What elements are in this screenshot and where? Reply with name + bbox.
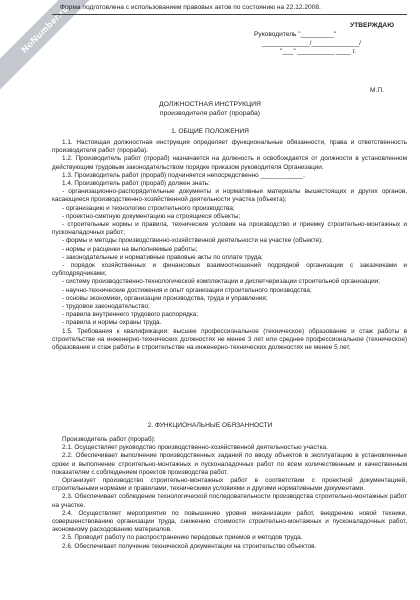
paragraph: 1.3. Производитель работ (прораб) подчиняется непосредственно ____________. — [62, 171, 305, 179]
paragraph: 2.4. Осуществляет мероприятия по повышению уровня механизации работ, внедрению новой техники, совершенствованию организации труда, снижению стоимости строительно-монтажных и пусконаладочных работ, экономному расходованию материалов. — [52, 509, 407, 534]
paragraph: 1.5. Требования к квалификации: высшее профессиональное (техническое) образование и стаж работы в строительстве на инженерно-технических должностях не менее 3 лет или среднее профессиональное (техническое) образование и стаж работы в строительстве на инженерно-технических должностях не менее 5 лет. — [52, 327, 407, 352]
list-item: - проектно-сметную документацию на строящиеся объекты; — [62, 212, 241, 220]
paragraph: Организует производство строительно-монтажных работ в соответствии с проектной документацией, строительными нормами и правилами, техническими условиями и другими нормативными документами. — [52, 477, 407, 493]
list-item: - нормы и расценки на выполняемые работы; — [62, 245, 198, 253]
paragraph: 2.2. Обеспечивает выполнение производственных заданий по вводу объектов в эксплуатацию в установленные сроки и выполнение строительно-монтажных и пусконаладочных работ по всем количественным и качественным показателям с соблюдением проектов производства работ. — [52, 452, 407, 476]
section-1-body — [52, 139, 407, 352]
list-item: - систему производственно-технологической комплектации и диспетчеризации строительной организации; — [62, 278, 381, 286]
paragraph: 2.1. Осуществляет руководство производственно-хозяйственной деятельностью участка. — [62, 444, 328, 452]
paragraph: 2.6. Обеспечивает получение технической документации на строительство объектов. — [62, 542, 317, 550]
list-item: - порядок хозяйственных и финансовых взаимоотношений подрядной организации с заказчиками и субподрядчиками; — [52, 262, 407, 278]
list-item: - строительные нормы и правила, технические условия на производство и приемку строительно-монтажных и пусконаладочных работ; — [52, 221, 407, 237]
paragraph: 1.1. Настоящая должностная инструкция определяет функциональные обязанности, права и ответственность производителя работ (прораба). — [52, 139, 407, 155]
list-item: - законодательные и нормативные правовые акты по оплате труда; — [62, 253, 263, 261]
paragraph: 1.4. Производитель работ (прораб) должен знать: — [62, 180, 210, 188]
paragraph: 1.2. Производитель работ (прораб) назначается на должность и освобождается от должности в установленном действующим трудовым законодательством порядке приказом руководителя Организации. — [52, 155, 407, 171]
doc-title: ДОЛЖНОСТНАЯ ИНСТРУКЦИЯ — [159, 101, 261, 108]
paragraph: 2.3. Обеспечивает соблюдение технологической последовательности производства строительно-монтажных работ на участке. — [52, 493, 407, 509]
list-item: - трудовое законодательство; — [62, 303, 150, 311]
header-divider — [52, 14, 407, 15]
watermark-text: NoNumber.ru — [19, 3, 71, 55]
stamp-label: М.П. — [370, 87, 384, 94]
list-item: - формы и методы производственно-хозяйственной деятельности на участке (объекте); — [62, 237, 323, 245]
approval-title: УТВЕРЖДАЮ — [350, 22, 394, 29]
doc-subtitle: производителя работ (прораба) — [159, 110, 261, 117]
list-item: - правила внутреннего трудового распорядка; — [62, 311, 199, 319]
list-item: - основы экономики, организации производства, труда и управления; — [62, 294, 268, 302]
section-2-body — [52, 436, 407, 551]
section-1-heading: 1. ОБЩИЕ ПОЛОЖЕНИЯ — [171, 128, 249, 135]
approval-date-line: "___" __________ ____ г. — [280, 48, 356, 56]
approval-head-line: Руководитель "_________" — [254, 30, 336, 38]
paragraph: 2.5. Проводит работу по распространению передовых приемов и методов труда. — [62, 534, 303, 542]
list-item: - правила и нормы охраны труда. — [62, 319, 162, 327]
list-item: - научно-технические достижения и опыт организации строительного производства; — [62, 286, 312, 294]
list-item: - организацию и технологию строительного производства; — [62, 204, 235, 212]
paragraph: Производитель работ (прораб): — [62, 436, 156, 443]
header-note: Форма подготовлена с использованием правовых актов по состоянию на 22.12.2008. — [60, 4, 321, 11]
list-item: - организационно-распорядительные документы и нормативные материалы вышестоящих и других органов, касающиеся производственно-хозяйственной деятельности участка (объекта); — [52, 188, 407, 204]
approval-sign-line: _____________/_____________/ — [262, 39, 362, 47]
section-2-heading: 2. ФУНКЦИОНАЛЬНЫЕ ОБЯЗАННОСТИ — [147, 422, 273, 429]
approval-block — [250, 22, 400, 57]
